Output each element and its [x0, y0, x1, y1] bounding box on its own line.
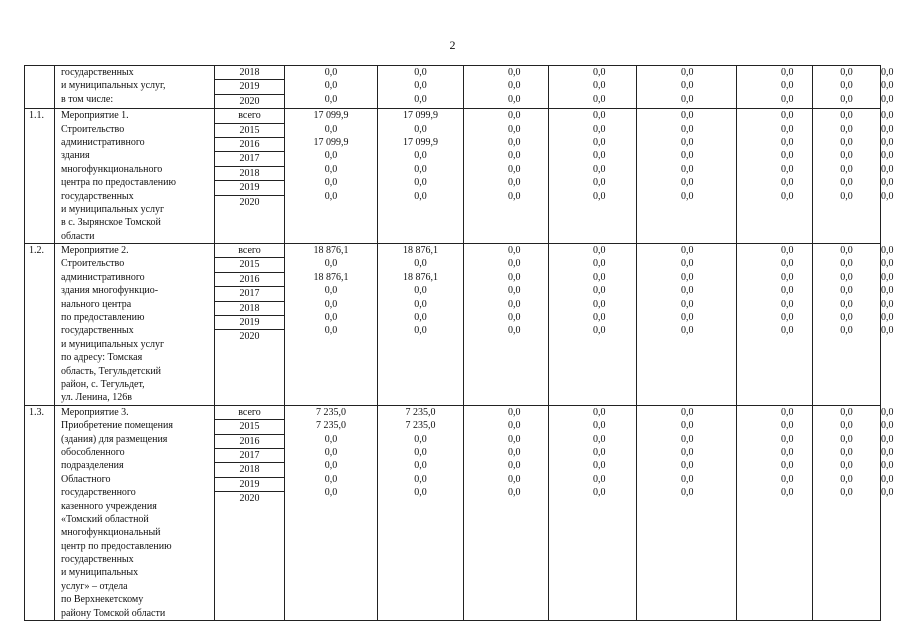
value-column	[637, 66, 737, 109]
measure-name-line: ул. Ленина, 126в	[61, 392, 132, 404]
value-cell: 0,0	[414, 312, 427, 324]
table-body	[25, 66, 894, 621]
value-cell: 0,0	[681, 163, 694, 175]
value-cell: 0,0	[324, 177, 338, 189]
value-cell: 0,0	[681, 67, 694, 78]
value-cell: 0,0	[781, 80, 794, 92]
value-cell: 0,0	[681, 110, 694, 122]
value-column	[813, 109, 881, 244]
measure-name-line: и муниципальных услуг	[61, 338, 165, 350]
value-cell: 0,0	[781, 420, 794, 432]
value-cell: 0,0	[508, 190, 521, 202]
value-cell: 17 099,9	[403, 110, 438, 122]
measure-name-line: подразделения	[61, 460, 124, 472]
value-cell: 0,0	[508, 298, 521, 310]
value-cell: 0,0	[324, 123, 338, 135]
value-cell: 0,0	[324, 163, 338, 175]
measure-name-line: «Томский областной	[61, 513, 149, 525]
value-column	[549, 244, 637, 406]
value-cell: 0,0	[414, 93, 427, 105]
value-cell: 0,0	[508, 258, 521, 270]
value-cell: 0,0	[681, 298, 694, 310]
value-cell: 0,0	[414, 487, 427, 499]
value-cell: 0,0	[508, 123, 521, 135]
value-cell: 0,0	[781, 258, 794, 270]
value-cell: 0,0	[593, 177, 606, 189]
measure-name-line: Мероприятие 3.	[61, 406, 129, 418]
measure-name-line: государственных	[61, 190, 134, 202]
value-column	[737, 109, 813, 244]
value-cell: 0,0	[681, 190, 694, 202]
value-cell: 7 235,0	[316, 406, 346, 418]
value-cell: 0,0	[414, 163, 427, 175]
value-cell: 0,0	[508, 473, 521, 485]
year-label: всего	[215, 406, 284, 420]
value-cell: 0,0	[781, 460, 794, 472]
measure-name-line: обособленного	[61, 446, 125, 458]
value-cell: 0,0	[508, 446, 521, 458]
value-cell: 0,0	[781, 325, 794, 337]
table-row-measure: 1.3. Мероприятие 3. Приобретение помещения (здания) для размещения обособленного подразделения Областного государственного казенного учреждения «Томский областной многофункциональный центр по предоставлению государственных и муниципальных услуг» – отдела по Верхнекетскому району Томской области всего 2015 2016 2017 2018 2019 2020 7 235,0 7 235,0 0,0 0,0 0,0 0,0 0,0 7 235,0 7 235,0 0,0 0,0 0,0 0,0 0,0 0,0 0,0 0,0 0,0 0,0 0,0 0,0 0,0 0,0 0,0 0,0 0,0 0,0 0,0 0,0 0,0 0,0 0,0 0,0 0,0 0,0 0,0 0,0 0,0 0,0 0,0 0,0 0,0 0,0 0,0 0,0 0,0 0,0 0,0 0,0 0,0 0,0 0,0 0,0 0,0 0,0 0,0	[25, 405, 881, 620]
year-label: 2018	[215, 66, 284, 80]
value-cell: 0,0	[840, 285, 853, 297]
value-cell: 0,0	[508, 110, 521, 122]
measure-name-line: в том числе:	[61, 93, 114, 105]
value-cell: 0,0	[324, 258, 338, 270]
value-cell: 0,0	[324, 190, 338, 202]
value-cell: 0,0	[414, 67, 427, 78]
value-cell: 0,0	[781, 312, 794, 324]
value-cell: 0,0	[781, 136, 794, 148]
year-label: 2016	[215, 435, 284, 449]
measure-name-line: центра по предоставлению	[61, 177, 176, 189]
value-cell: 0,0	[508, 93, 521, 105]
value-cell: 0,0	[593, 80, 606, 92]
year-label: 2018	[215, 463, 284, 477]
value-cell: 0,0	[681, 123, 694, 135]
value-cell: 0,0	[840, 190, 853, 202]
value-column	[813, 66, 881, 109]
value-cell: 0,0	[324, 80, 338, 92]
budget-table	[24, 65, 894, 621]
value-cell: 0,0	[414, 258, 427, 270]
value-cell: 0,0	[508, 312, 521, 324]
year-label: 2015	[215, 258, 284, 272]
measure-name-line: административного	[61, 136, 145, 148]
value-cell: 0,0	[681, 80, 694, 92]
measure-name-line: государственных	[61, 67, 134, 78]
value-cell: 0,0	[414, 433, 427, 445]
value-cell: 0,0	[781, 150, 794, 162]
value-column	[464, 405, 549, 620]
value-cell: 0,0	[840, 433, 853, 445]
value-cell: 0,0	[593, 312, 606, 324]
value-cell: 0,0	[593, 487, 606, 499]
value-cell: 0,0	[840, 271, 853, 283]
value-cell: 0,0	[681, 473, 694, 485]
value-cell: 0,0	[781, 433, 794, 445]
value-cell: 0,0	[840, 150, 853, 162]
value-cell: 0,0	[508, 420, 521, 432]
year-label: 2019	[215, 316, 284, 330]
value-cell: 0,0	[324, 487, 338, 499]
measure-name-line: (здания) для размещения	[61, 433, 168, 445]
year-label: 2017	[215, 152, 284, 166]
value-cell: 0,0	[593, 433, 606, 445]
value-cell: 0,0	[593, 163, 606, 175]
year-label: всего	[215, 109, 284, 123]
value-column	[285, 244, 378, 406]
value-cell: 0,0	[414, 473, 427, 485]
value-cell: 0,0	[508, 487, 521, 499]
value-cell: 0,0	[324, 67, 338, 78]
value-cell: 0,0	[593, 190, 606, 202]
measure-name-line: Мероприятие 2.	[61, 245, 129, 257]
value-cell: 0,0	[593, 93, 606, 105]
value-cell: 0,0	[840, 245, 853, 257]
measure-name-line: здания многофункцио-	[61, 285, 159, 297]
value-cell: 0,0	[508, 163, 521, 175]
year-label: 2016	[215, 273, 284, 287]
year-label: 2018	[215, 167, 284, 181]
value-cell: 17 099,9	[313, 136, 349, 148]
value-cell: 0,0	[781, 190, 794, 202]
value-cell: 0,0	[593, 67, 606, 78]
value-cell: 0,0	[840, 473, 853, 485]
value-cell: 0,0	[840, 258, 853, 270]
value-cell: 0,0	[840, 325, 853, 337]
value-cell: 0,0	[414, 446, 427, 458]
value-cell: 0,0	[324, 312, 338, 324]
value-column	[637, 405, 737, 620]
measure-name-line: области	[61, 230, 95, 242]
value-column	[285, 405, 378, 620]
value-cell: 18 876,1	[403, 245, 438, 257]
value-cell: 0,0	[593, 473, 606, 485]
measure-name-line: по Верхнекетскому	[61, 594, 144, 606]
page-number: 2	[449, 38, 456, 52]
year-column	[215, 405, 285, 620]
year-label: 2017	[215, 449, 284, 463]
value-cell: 0,0	[593, 271, 606, 283]
year-label: 2019	[215, 181, 284, 195]
value-cell: 0,0	[593, 258, 606, 270]
value-cell: 0,0	[593, 325, 606, 337]
value-cell: 0,0	[840, 446, 853, 458]
measure-name-line: область, Тегульдетский	[61, 365, 162, 377]
value-cell: 0,0	[681, 285, 694, 297]
value-cell: 0,0	[508, 325, 521, 337]
measure-name-line: многофункциональный	[61, 527, 161, 539]
measure-name-line: государственного	[61, 487, 136, 499]
value-cell: 0,0	[414, 177, 427, 189]
value-cell: 0,0	[681, 271, 694, 283]
value-cell: 0,0	[781, 473, 794, 485]
value-cell: 0,0	[681, 177, 694, 189]
value-cell: 0,0	[593, 150, 606, 162]
value-cell: 18 876,1	[403, 271, 438, 283]
value-cell: 0,0	[681, 312, 694, 324]
value-cell: 0,0	[414, 123, 427, 135]
value-cell: 0,0	[840, 487, 853, 499]
value-cell: 7 235,0	[405, 406, 436, 418]
value-cell: 0,0	[414, 190, 427, 202]
measure-name-line: услуг» – отдела	[61, 580, 128, 592]
value-cell: 17 099,9	[313, 110, 349, 122]
measure-name	[55, 66, 215, 109]
measure-name-line: административного	[61, 271, 145, 283]
measure-number: 1.3.	[25, 405, 55, 620]
year-label: 2020	[239, 493, 260, 505]
value-column	[378, 405, 464, 620]
value-cell: 0,0	[781, 67, 794, 78]
value-column	[549, 405, 637, 620]
value-column	[637, 244, 737, 406]
measure-name-line: Мероприятие 1.	[61, 110, 129, 122]
value-column	[378, 109, 464, 244]
value-cell: 0,0	[593, 285, 606, 297]
value-cell: 0,0	[324, 150, 338, 162]
year-column	[215, 109, 285, 244]
measure-number	[25, 66, 55, 109]
value-column	[637, 109, 737, 244]
value-column	[737, 66, 813, 109]
value-cell: 0,0	[324, 325, 338, 337]
value-cell: 0,0	[840, 93, 853, 105]
value-column	[813, 405, 881, 620]
value-cell: 0,0	[781, 93, 794, 105]
value-cell: 0,0	[840, 460, 853, 472]
value-cell: 0,0	[414, 285, 427, 297]
value-cell: 0,0	[781, 406, 794, 418]
value-cell: 7 235,0	[316, 420, 346, 432]
value-cell: 0,0	[681, 406, 694, 418]
value-cell: 0,0	[840, 420, 853, 432]
value-cell: 0,0	[324, 298, 338, 310]
value-column	[464, 244, 549, 406]
value-cell: 0,0	[681, 93, 694, 105]
value-cell: 0,0	[508, 150, 521, 162]
value-cell: 0,0	[324, 433, 338, 445]
value-column	[813, 244, 881, 406]
value-cell: 0,0	[508, 271, 521, 283]
value-cell: 17 099,9	[403, 136, 438, 148]
measure-name-line: по адресу: Томская	[61, 352, 143, 364]
value-cell: 0,0	[681, 487, 694, 499]
measure-name-line: здания	[61, 150, 90, 162]
value-cell: 0,0	[414, 150, 427, 162]
year-label: 2015	[215, 420, 284, 434]
measure-name	[55, 405, 215, 620]
value-cell: 0,0	[324, 473, 338, 485]
value-cell: 0,0	[681, 245, 694, 257]
measure-number: 1.1.	[25, 109, 55, 244]
value-column	[378, 244, 464, 406]
value-column	[378, 66, 464, 109]
value-cell: 18 876,1	[313, 271, 349, 283]
measure-name-line: и муниципальных услуг	[61, 203, 165, 215]
value-cell: 0,0	[781, 123, 794, 135]
measure-name-line: казенного учреждения	[61, 500, 157, 512]
value-cell: 0,0	[508, 245, 521, 257]
table-row-top: государственных и муниципальных услуг, в том числе: 2018 2019 2020 0,0 0,0 0,0 0,0 0,0 0,0 0,0 0,0 0,0 0,0 0,0 0,0 0,0 0,0 0,0 0,0 0,0 0,0 0,0 0,0 0,0 0,0 0,0 0,0	[25, 66, 881, 109]
value-cell: 0,0	[781, 446, 794, 458]
value-cell: 0,0	[781, 163, 794, 175]
value-cell: 0,0	[840, 80, 853, 92]
measure-name	[55, 109, 215, 244]
value-cell: 0,0	[593, 123, 606, 135]
value-cell: 0,0	[840, 163, 853, 175]
value-cell: 0,0	[681, 420, 694, 432]
value-cell: 0,0	[508, 177, 521, 189]
value-column	[464, 109, 549, 244]
year-label: 2020	[239, 95, 260, 107]
value-cell: 7 235,0	[405, 420, 436, 432]
measure-name-line: району Томской области	[61, 607, 166, 619]
value-cell: 0,0	[681, 136, 694, 148]
value-cell: 0,0	[593, 298, 606, 310]
year-column	[215, 66, 285, 109]
measure-name-line: многофункционального	[61, 163, 163, 175]
value-cell: 0,0	[840, 67, 853, 78]
measure-name-line: Строительство	[61, 123, 125, 135]
table-row-measure: 1.1. Мероприятие 1. Строительство административного здания многофункционального центра по предоставлению государственных и муниципальных услуг в с. Зырянское Томской области всего 2015 2016 2017 2018 2019 2020 17 099,9 0,0 17 099,9 0,0 0,0 0,0 0,0 17 099,9 0,0 17 099,9 0,0 0,0 0,0 0,0 0,0 0,0 0,0 0,0 0,0 0,0 0,0 0,0 0,0 0,0 0,0 0,0 0,0 0,0 0,0 0,0 0,0 0,0 0,0 0,0 0,0 0,0 0,0 0,0 0,0 0,0 0,0 0,0 0,0 0,0 0,0 0,0 0,0 0,0 0,0 0,0 0,0 0,0 0,0 0,0 0,0 0,0	[25, 109, 881, 244]
measure-number: 1.2.	[25, 244, 55, 406]
measure-name-line: государственных	[61, 554, 134, 566]
value-cell: 0,0	[840, 298, 853, 310]
value-cell: 0,0	[593, 460, 606, 472]
value-cell: 0,0	[508, 136, 521, 148]
value-cell: 0,0	[781, 487, 794, 499]
value-cell: 0,0	[781, 245, 794, 257]
value-cell: 0,0	[781, 271, 794, 283]
measure-name-line: Приобретение помещения	[61, 420, 173, 432]
year-label: 2019	[215, 478, 284, 492]
measure-name-line: и муниципальных	[61, 567, 139, 579]
value-cell: 0,0	[840, 123, 853, 135]
year-label: 2015	[215, 124, 284, 138]
value-cell: 0,0	[681, 258, 694, 270]
measure-name-line: центр по предоставлению	[61, 540, 172, 552]
value-column	[737, 244, 813, 406]
measure-name-line: Строительство	[61, 258, 125, 270]
value-column	[549, 66, 637, 109]
value-cell: 0,0	[324, 460, 338, 472]
value-cell: 0,0	[414, 80, 427, 92]
value-cell: 0,0	[593, 136, 606, 148]
value-cell: 0,0	[593, 110, 606, 122]
year-column	[215, 244, 285, 406]
measure-name-line: нального центра	[61, 298, 132, 310]
value-cell: 0,0	[508, 80, 521, 92]
value-column	[285, 109, 378, 244]
value-cell: 0,0	[593, 446, 606, 458]
measure-name-line: государственных	[61, 325, 134, 337]
measure-name	[55, 244, 215, 406]
measure-name-line: Областного	[61, 473, 111, 485]
measure-name-line: по предоставлению	[61, 312, 145, 324]
value-column	[549, 109, 637, 244]
value-cell: 0,0	[593, 420, 606, 432]
value-cell: 0,0	[324, 446, 338, 458]
value-cell: 0,0	[840, 110, 853, 122]
year-label: 2020	[239, 331, 260, 343]
year-label: всего	[215, 244, 284, 258]
value-column	[285, 66, 378, 109]
value-cell: 0,0	[414, 460, 427, 472]
value-cell: 0,0	[324, 285, 338, 297]
value-cell: 0,0	[508, 285, 521, 297]
year-label: 2017	[215, 287, 284, 301]
value-cell: 0,0	[840, 406, 853, 418]
value-cell: 0,0	[414, 325, 427, 337]
value-cell: 0,0	[840, 312, 853, 324]
value-cell: 0,0	[781, 285, 794, 297]
value-cell: 0,0	[414, 298, 427, 310]
value-cell: 0,0	[781, 177, 794, 189]
value-cell: 0,0	[840, 136, 853, 148]
value-cell: 0,0	[508, 433, 521, 445]
value-cell: 0,0	[508, 460, 521, 472]
table-row-measure: 1.2. Мероприятие 2. Строительство административного здания многофункцио- нального центра по предоставлению государственных и муниципальных услуг по адресу: Томская область, Тегульдетский район, с. Тегульдет, ул. Ленина, 126в всего 2015 2016 2017 2018 2019 2020 18 876,1 0,0 18 876,1 0,0 0,0 0,0 0,0 18 876,1 0,0 18 876,1 0,0 0,0 0,0 0,0 0,0 0,0 0,0 0,0 0,0 0,0 0,0 0,0 0,0 0,0 0,0 0,0 0,0 0,0 0,0 0,0 0,0 0,0 0,0 0,0 0,0 0,0 0,0 0,0 0,0 0,0 0,0 0,0 0,0 0,0 0,0 0,0 0,0 0,0 0,0 0,0 0,0 0,0 0,0 0,0 0,0 0,0	[25, 244, 881, 406]
value-cell: 0,0	[324, 93, 338, 105]
year-label: 2016	[215, 138, 284, 152]
value-column	[464, 66, 549, 109]
value-cell: 0,0	[508, 406, 521, 418]
value-cell: 0,0	[593, 245, 606, 257]
value-cell: 0,0	[681, 325, 694, 337]
value-cell: 18 876,1	[313, 245, 349, 257]
measure-name-line: в с. Зырянское Томской	[61, 217, 161, 229]
measure-name-line: и муниципальных услуг,	[61, 80, 166, 92]
value-cell: 0,0	[781, 298, 794, 310]
value-cell: 0,0	[840, 177, 853, 189]
value-cell: 0,0	[681, 446, 694, 458]
value-cell: 0,0	[681, 433, 694, 445]
value-cell: 0,0	[508, 67, 521, 78]
value-cell: 0,0	[681, 150, 694, 162]
value-cell: 0,0	[593, 406, 606, 418]
value-cell: 0,0	[681, 460, 694, 472]
value-column	[737, 405, 813, 620]
year-label: 2018	[215, 302, 284, 316]
year-label: 2019	[215, 80, 284, 94]
value-cell: 0,0	[781, 110, 794, 122]
year-label: 2020	[239, 196, 260, 208]
measure-name-line: район, с. Тегульдет,	[61, 378, 145, 390]
